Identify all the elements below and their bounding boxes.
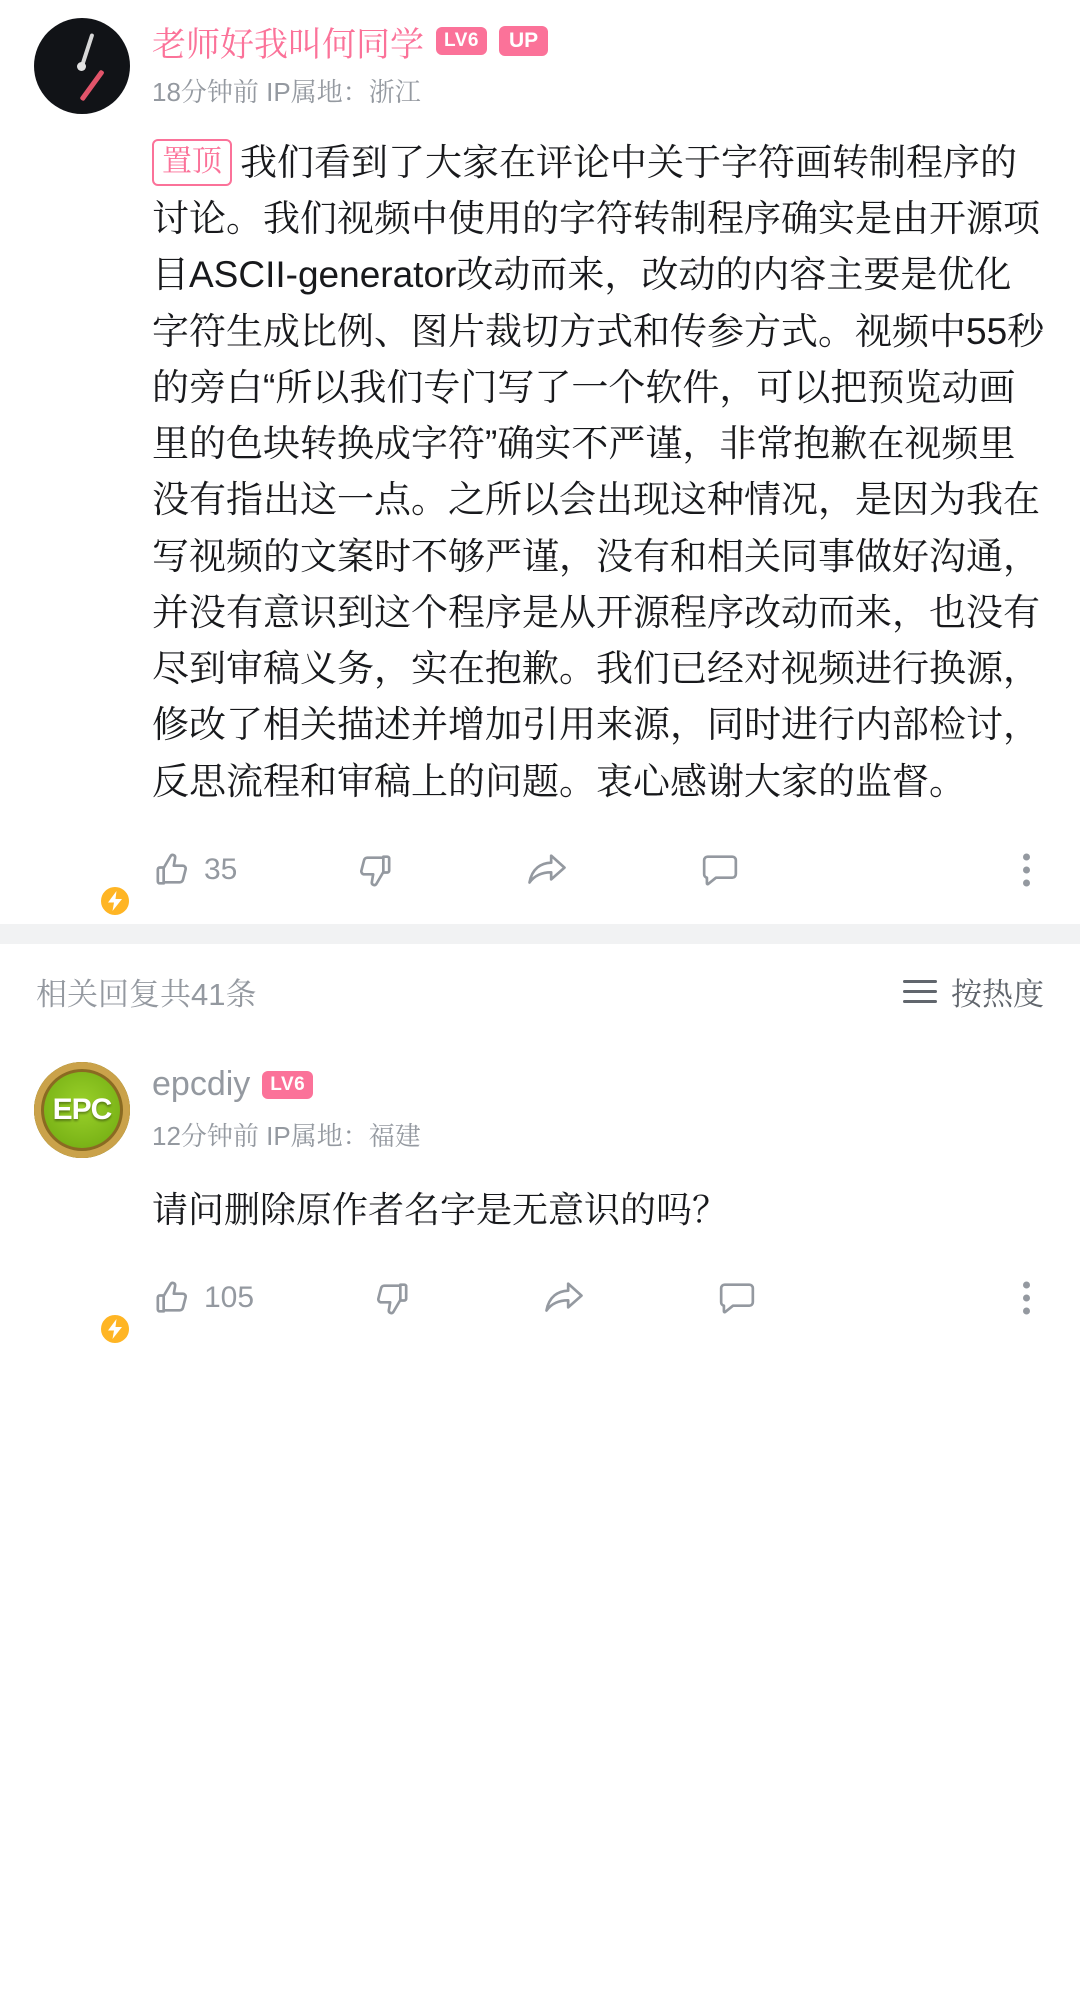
- comment-actions: [152, 824, 1046, 916]
- like-button[interactable]: [152, 1278, 254, 1318]
- more-options-icon[interactable]: [1022, 853, 1030, 886]
- avatar-text: EPC: [52, 1092, 112, 1126]
- up-badge: UP: [499, 26, 548, 56]
- dislike-button[interactable]: [355, 850, 407, 890]
- like-count: 105: [204, 1280, 255, 1314]
- username-row: [152, 18, 1046, 64]
- like-count: 35: [204, 852, 238, 886]
- thumbs-down-icon: [355, 850, 395, 890]
- lightning-badge-icon: [98, 1312, 132, 1346]
- share-button[interactable]: [525, 850, 581, 890]
- pinned-comment: [0, 0, 1080, 916]
- thumbs-down-icon: [372, 1278, 412, 1318]
- comment-body: [152, 1062, 1046, 1344]
- replies-header: [0, 944, 1080, 1040]
- comment-content: [152, 135, 1046, 810]
- avatar-decoration-line-2: [79, 69, 104, 101]
- share-icon: [525, 850, 569, 890]
- username[interactable]: epcdiy: [152, 1065, 251, 1104]
- comment-text: 请问删除原作者名字是无意识的吗？: [152, 1188, 729, 1230]
- avatar-wrapper[interactable]: [34, 18, 130, 916]
- level-badge: LV6: [436, 27, 487, 55]
- comment-actions: [152, 1252, 1046, 1344]
- dislike-button[interactable]: [372, 1278, 424, 1318]
- comment-meta: 18分钟前 IP属地：浙江: [152, 77, 421, 107]
- sort-button[interactable]: [903, 969, 1044, 1014]
- section-divider: [0, 924, 1080, 944]
- more-options-icon[interactable]: [1022, 1281, 1030, 1314]
- avatar[interactable]: [34, 1062, 130, 1158]
- username[interactable]: 老师好我叫何同学: [152, 25, 424, 64]
- comment-bubble-icon: [716, 1278, 758, 1318]
- reply-button[interactable]: [699, 850, 753, 890]
- comment-body: [152, 18, 1046, 916]
- comment-meta: 12分钟前 IP属地：福建: [152, 1120, 421, 1151]
- thumbs-up-icon: [152, 850, 192, 890]
- thumbs-up-icon: [152, 1278, 192, 1318]
- sort-lines-icon: [903, 980, 937, 1003]
- sort-label: 按热度: [951, 977, 1044, 1013]
- share-icon: [542, 1278, 586, 1318]
- avatar-wrapper[interactable]: [34, 1062, 130, 1344]
- comment-text: 我们看到了大家在评论中关于字符画转制程序的讨论。我们视频中使用的字符转制程序确实是由开源项目ASCII-generator改动而来，改动的内容主要是优化字符生成比例、图片裁切方式和传参方式。视频中55秒的旁白“所以我们专门写了一个软件，可以把预览动画里的色块转换成字符”确实不严谨，非常抱歉在视频里没有指出这一点。之所以会出现这种情况，是因为我在写视频的文案时不够严谨，没有和相关同事做好沟通，并没有意识到这个程序是从开源程序改动而来，也没有尽到审稿义务，实在抱歉。我们已经对视频进行换源，修改了相关描述并增加引用来源，同时进行内部检讨，反思流程和审稿上的问题。衷心感谢大家的监督。: [152, 142, 1045, 802]
- reply-button[interactable]: [716, 1278, 770, 1318]
- pinned-tag: 置顶: [152, 139, 232, 186]
- comment-bubble-icon: [699, 850, 741, 890]
- share-button[interactable]: [542, 1278, 598, 1318]
- like-button[interactable]: [152, 850, 237, 890]
- username-row: [152, 1062, 1046, 1108]
- avatar[interactable]: [34, 18, 130, 114]
- replies-count-label: 相关回复共41条: [36, 977, 257, 1013]
- avatar-decoration-dot: [77, 62, 86, 71]
- level-badge: LV6: [262, 1071, 313, 1099]
- reply-comment: [0, 1040, 1080, 1344]
- lightning-badge-icon: [98, 884, 132, 918]
